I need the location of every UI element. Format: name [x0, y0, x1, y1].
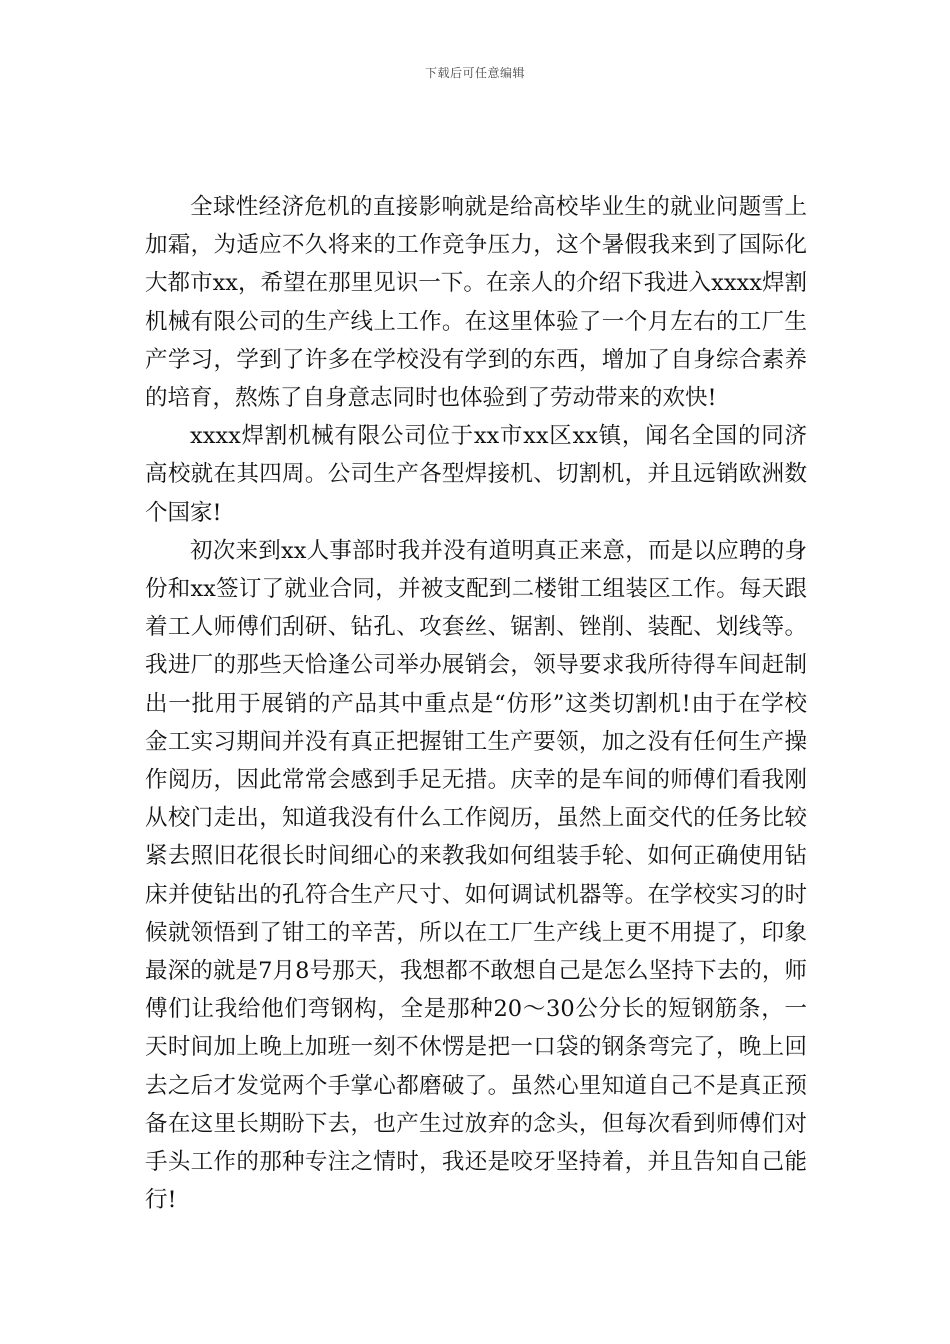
document-body	[145, 188, 807, 1219]
paragraph-intro: 全球性经济危机的直接影响就是给高校毕业生的就业问题雪上加霜，为适应不久将来的工作竞争压力，这个暑假我来到了国际化大都市xx，希望在那里见识一下。在亲人的介绍下我进入xxxx焊割机械有限公司的生产线上工作。在这里体验了一个月左右的工厂生产学习，学到了许多在学校没有学到的东西，增加了自身综合素养的培育，熬炼了自身意志同时也体验到了劳动带来的欢快!	[145, 194, 807, 412]
paragraph-company: xxxx焊割机械有限公司位于xx市xx区xx镇，闻名全国的同济高校就在其四周。公司生产各型焊接机、切割机，并且远销欧洲数个国家!	[145, 423, 807, 526]
paragraph-experience: 初次来到xx人事部时我并没有道明真正来意，而是以应聘的身份和xx签订了就业合同，并被支配到二楼钳工组装区工作。每天跟着工人师傅们刮研、钻孔、攻套丝、锯割、锉削、装配、划线等。我进厂的那些天恰逢公司举办展销会，领导要求我所待得车间赶制出一批用于展销的产品其中重点是“仿形”这类切割机!由于在学校金工实习期间并没有真正把握钳工生产要领，加之没有任何生产操作阅历，因此常常会感到手足无措。庆幸的是车间的师傅们看我刚从校门走出，知道我没有什么工作阅历，虽然上面交代的任务比较紧去照旧花很长时间细心的来教我如何组装手轮、如何正确使用钻床并使钻出的孔符合生产尺寸、如何调试机器等。在学校实习的时候就领悟到了钳工的辛苦，所以在工厂生产线上更不用提了，印象最深的就是7月8号那天，我想都不敢想自己是怎么坚持下去的，师傅们让我给他们弯钢构，全是那种20～30公分长的短钢筋条，一天时间加上晚上加班一刻不休愣是把一口袋的钢条弯完了，晚上回去之后才发觉两个手掌心都磨破了。虽然心里知道自己不是真正预备在这里长期盼下去，也产生过放弃的念头，但每次看到师傅们对手头工作的那种专注之情时，我还是咬牙坚持着，并且告知自己能行!	[145, 537, 807, 1214]
header-note: 下载后可任意编辑	[424, 66, 525, 80]
